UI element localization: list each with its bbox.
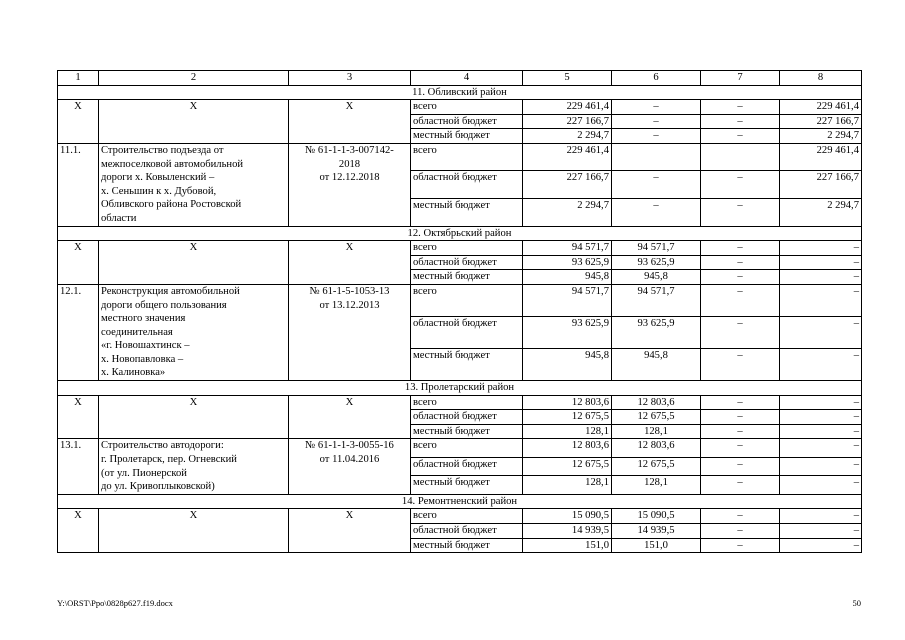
value-total-cost: 945,8 xyxy=(523,270,612,285)
district-title: 12. Октябрьский район xyxy=(58,226,862,241)
document-number xyxy=(289,439,411,494)
value-year-2: – xyxy=(701,439,780,457)
value-year-1: 94 571,7 xyxy=(612,284,701,316)
value-year-3: 227 166,7 xyxy=(780,171,862,199)
budget-type-label: местный бюджет xyxy=(411,476,523,494)
district-title-row xyxy=(58,494,862,509)
summary-x-mark-3: Х xyxy=(289,241,411,285)
district-title: 13. Пролетарский район xyxy=(58,381,862,396)
value-year-3: – xyxy=(780,509,862,524)
budget-type-label: всего xyxy=(411,241,523,256)
summary-x-mark-3: Х xyxy=(289,509,411,553)
summary-x-mark-2: Х xyxy=(99,509,289,553)
value-year-2: – xyxy=(701,270,780,285)
value-year-1: 945,8 xyxy=(612,349,701,381)
financing-table xyxy=(57,70,862,553)
value-year-3: – xyxy=(780,395,862,410)
object-name-line: Обливского района Ростовской xyxy=(101,199,242,211)
column-number-8: 8 xyxy=(780,71,862,86)
object-name-line: Строительство подъезда от xyxy=(101,144,224,156)
item-row xyxy=(58,439,862,457)
value-year-1: 12 675,5 xyxy=(612,457,701,475)
value-year-2: – xyxy=(701,100,780,115)
budget-type-label: областной бюджет xyxy=(411,410,523,425)
value-year-2: – xyxy=(701,349,780,381)
value-total-cost: 229 461,4 xyxy=(523,100,612,115)
value-year-3: 229 461,4 xyxy=(780,100,862,115)
document-number xyxy=(289,143,411,226)
value-year-2: – xyxy=(701,129,780,144)
budget-type-label: всего xyxy=(411,100,523,115)
item-row xyxy=(58,143,862,171)
summary-x-mark-1: Х xyxy=(58,241,99,285)
document-number-line: от 11.04.2016 xyxy=(319,454,380,466)
value-year-2: – xyxy=(701,538,780,553)
value-year-3: – xyxy=(780,349,862,381)
budget-type-label: всего xyxy=(411,284,523,316)
value-year-2: – xyxy=(701,395,780,410)
value-total-cost: 151,0 xyxy=(523,538,612,553)
summary-row xyxy=(58,395,862,410)
value-year-3: – xyxy=(780,270,862,285)
value-total-cost: 12 675,5 xyxy=(523,457,612,475)
object-name-line: межпоселковой автомобильной xyxy=(101,158,244,170)
summary-x-mark-2: Х xyxy=(99,395,289,439)
value-total-cost: 128,1 xyxy=(523,424,612,439)
document-number-line: № 61-1-5-1053-13 xyxy=(309,285,390,297)
budget-type-label: всего xyxy=(411,143,523,171)
value-year-3: – xyxy=(780,439,862,457)
object-name xyxy=(99,439,289,494)
value-total-cost: 2 294,7 xyxy=(523,129,612,144)
value-year-2 xyxy=(701,143,780,171)
object-name-line: дороги общего пользования xyxy=(101,299,227,311)
budget-type-label: областной бюджет xyxy=(411,114,523,129)
summary-x-mark-3: Х xyxy=(289,100,411,144)
footer-page-number: 50 xyxy=(852,598,861,608)
value-year-3: – xyxy=(780,410,862,425)
value-total-cost: 94 571,7 xyxy=(523,241,612,256)
value-total-cost: 227 166,7 xyxy=(523,171,612,199)
value-year-3: – xyxy=(780,457,862,475)
value-total-cost: 93 625,9 xyxy=(523,316,612,348)
district-title-row xyxy=(58,381,862,396)
value-total-cost: 227 166,7 xyxy=(523,114,612,129)
column-number-4: 4 xyxy=(411,71,523,86)
value-year-1: 945,8 xyxy=(612,270,701,285)
value-year-3: – xyxy=(780,424,862,439)
column-number-2: 2 xyxy=(99,71,289,86)
value-year-1: – xyxy=(612,199,701,227)
object-name-line: Реконструкция автомобильной xyxy=(101,285,240,297)
summary-x-mark-1: Х xyxy=(58,100,99,144)
value-year-1: 93 625,9 xyxy=(612,316,701,348)
column-number-6: 6 xyxy=(612,71,701,86)
column-number-7: 7 xyxy=(701,71,780,86)
value-year-2: – xyxy=(701,114,780,129)
object-name-line: х. Новопавловка – xyxy=(101,353,184,365)
document-number xyxy=(289,284,411,380)
column-number-3: 3 xyxy=(289,71,411,86)
budget-type-label: местный бюджет xyxy=(411,199,523,227)
object-name-line: местного значения xyxy=(101,313,186,325)
budget-type-label: всего xyxy=(411,509,523,524)
value-year-3: – xyxy=(780,241,862,256)
value-year-1: 14 939,5 xyxy=(612,524,701,539)
value-year-2: – xyxy=(701,199,780,227)
summary-x-mark-1: Х xyxy=(58,509,99,553)
budget-type-label: местный бюджет xyxy=(411,424,523,439)
object-name-line: до ул. Кривоплыковской) xyxy=(101,481,215,493)
document-number-line: от 13.12.2013 xyxy=(319,299,380,311)
document-number-line: 2018 xyxy=(338,158,361,170)
value-year-1: 151,0 xyxy=(612,538,701,553)
document-number-line: от 12.12.2018 xyxy=(319,172,380,184)
table-header-row xyxy=(58,71,862,86)
value-year-3: 2 294,7 xyxy=(780,129,862,144)
value-year-2: – xyxy=(701,410,780,425)
value-total-cost: 94 571,7 xyxy=(523,284,612,316)
summary-x-mark-2: Х xyxy=(99,241,289,285)
object-name-line: области xyxy=(101,212,137,224)
value-year-2: – xyxy=(701,509,780,524)
value-year-1: 12 803,6 xyxy=(612,395,701,410)
budget-type-label: местный бюджет xyxy=(411,129,523,144)
object-name-line: «г. Новошахтинск – xyxy=(101,340,190,352)
value-total-cost: 945,8 xyxy=(523,349,612,381)
value-year-3: – xyxy=(780,538,862,553)
footer-file-path: Y:\ORST\Ppo\0828p627.f19.docx xyxy=(57,598,173,608)
object-name-line: соединительная xyxy=(101,326,173,338)
value-year-1: – xyxy=(612,114,701,129)
district-title-row xyxy=(58,226,862,241)
object-name-line: Строительство автодороги: xyxy=(101,440,224,452)
budget-type-label: областной бюджет xyxy=(411,457,523,475)
value-year-2: – xyxy=(701,476,780,494)
value-total-cost: 15 090,5 xyxy=(523,509,612,524)
value-total-cost: 12 675,5 xyxy=(523,410,612,425)
value-year-1 xyxy=(612,143,701,171)
summary-x-mark-2: Х xyxy=(99,100,289,144)
budget-type-label: областной бюджет xyxy=(411,171,523,199)
value-year-2: – xyxy=(701,524,780,539)
district-title-row xyxy=(58,85,862,100)
object-name-line: (от ул. Пионерской xyxy=(101,467,187,479)
value-year-1: 12 675,5 xyxy=(612,410,701,425)
summary-row xyxy=(58,241,862,256)
budget-type-label: местный бюджет xyxy=(411,349,523,381)
value-year-3: 227 166,7 xyxy=(780,114,862,129)
object-name-line: дороги х. Ковыленский – xyxy=(101,172,215,184)
value-year-3: – xyxy=(780,255,862,270)
object-name-line: х. Сеньшин к х. Дубовой, xyxy=(101,185,217,197)
district-title: 11. Обливский район xyxy=(58,85,862,100)
value-year-3: – xyxy=(780,284,862,316)
value-year-1: 94 571,7 xyxy=(612,241,701,256)
district-title: 14. Ремонтненский район xyxy=(58,494,862,509)
item-number: 11.1. xyxy=(58,143,99,226)
item-number: 13.1. xyxy=(58,439,99,494)
value-year-1: 93 625,9 xyxy=(612,255,701,270)
value-total-cost: 12 803,6 xyxy=(523,439,612,457)
value-year-2: – xyxy=(701,241,780,256)
value-year-3: – xyxy=(780,524,862,539)
document-number-line: № 61-1-1-3-0055-16 xyxy=(305,440,394,452)
document-number-line: № 61-1-1-3-007142- xyxy=(305,144,394,156)
object-name-line: г. Пролетарск, пер. Огневский xyxy=(101,454,237,466)
summary-row xyxy=(58,509,862,524)
value-total-cost: 12 803,6 xyxy=(523,395,612,410)
document-sheet xyxy=(57,70,861,553)
item-row xyxy=(58,284,862,316)
value-total-cost: 128,1 xyxy=(523,476,612,494)
value-year-3: – xyxy=(780,476,862,494)
value-year-2: – xyxy=(701,255,780,270)
budget-type-label: местный бюджет xyxy=(411,270,523,285)
value-year-1: – xyxy=(612,129,701,144)
value-year-2: – xyxy=(701,424,780,439)
object-name xyxy=(99,143,289,226)
value-year-1: 128,1 xyxy=(612,476,701,494)
value-total-cost: 93 625,9 xyxy=(523,255,612,270)
value-year-3: 2 294,7 xyxy=(780,199,862,227)
value-year-3: – xyxy=(780,316,862,348)
object-name-line: х. Калиновка» xyxy=(101,367,166,379)
budget-type-label: областной бюджет xyxy=(411,316,523,348)
value-year-1: 12 803,6 xyxy=(612,439,701,457)
value-year-2: – xyxy=(701,316,780,348)
summary-x-mark-3: Х xyxy=(289,395,411,439)
value-year-2: – xyxy=(701,284,780,316)
value-year-1: 128,1 xyxy=(612,424,701,439)
value-year-1: – xyxy=(612,100,701,115)
value-total-cost: 14 939,5 xyxy=(523,524,612,539)
budget-type-label: областной бюджет xyxy=(411,524,523,539)
column-number-1: 1 xyxy=(58,71,99,86)
summary-row xyxy=(58,100,862,115)
object-name xyxy=(99,284,289,380)
value-year-1: – xyxy=(612,171,701,199)
budget-type-label: областной бюджет xyxy=(411,255,523,270)
value-year-1: 15 090,5 xyxy=(612,509,701,524)
value-year-3: 229 461,4 xyxy=(780,143,862,171)
item-number: 12.1. xyxy=(58,284,99,380)
budget-type-label: всего xyxy=(411,395,523,410)
value-year-2: – xyxy=(701,171,780,199)
budget-type-label: местный бюджет xyxy=(411,538,523,553)
column-number-5: 5 xyxy=(523,71,612,86)
summary-x-mark-1: Х xyxy=(58,395,99,439)
budget-type-label: всего xyxy=(411,439,523,457)
value-year-2: – xyxy=(701,457,780,475)
value-total-cost: 2 294,7 xyxy=(523,199,612,227)
value-total-cost: 229 461,4 xyxy=(523,143,612,171)
